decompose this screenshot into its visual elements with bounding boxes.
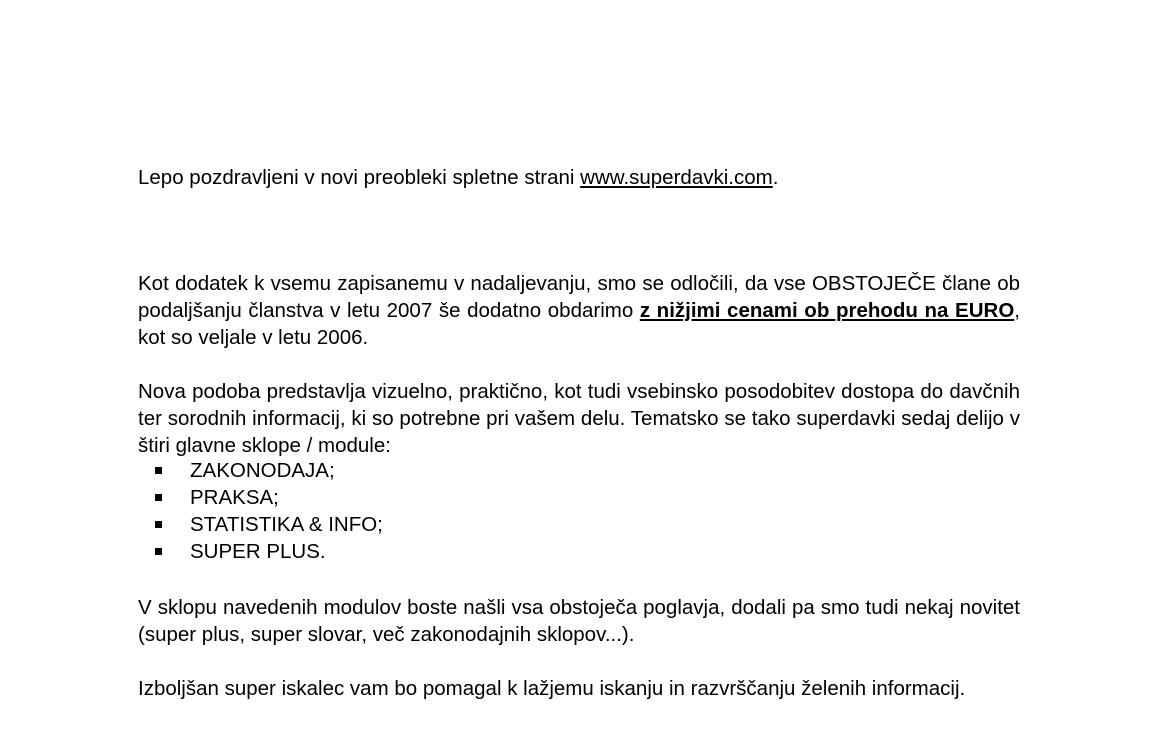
list-item — [155, 538, 383, 565]
intro-paragraph — [138, 164, 1020, 191]
bullet-icon — [155, 521, 162, 528]
module-label: SUPER PLUS. — [190, 540, 326, 563]
bullet-icon — [155, 494, 162, 501]
list-item — [155, 457, 383, 484]
list-item — [155, 511, 383, 538]
chapters-paragraph: V sklopu navedenih modulov boste našli vsa obstoječa poglavja, dodali pa smo tudi nekaj novitet (super plus, super slovar, več zakonodajnih sklopov...). — [138, 596, 1020, 646]
offer-end: , kot so veljale v letu 2006. — [138, 299, 1020, 349]
modules-list — [155, 457, 383, 565]
offer-emphasis: z nižjimi cenami ob prehodu na EURO — [639, 299, 1015, 322]
search-paragraph: Izboljšan super iskalec vam bo pomagal k lažjemu iskanju in razvrščanju želenih informacij. — [138, 677, 966, 700]
new-look-paragraph: Nova podoba predstavlja vizuelno, praktično, kot tudi vsebinsko posodobitev dostopa do davčnih ter sorodnih informacij, ki so potrebne pri vašem delu. Tematsko se tako superdavki sedaj delijo v štiri glavne sklope / module: — [138, 380, 1020, 457]
bullet-icon — [155, 467, 162, 474]
offer-paragraph — [138, 270, 1020, 351]
website-link[interactable]: www.superdavki.com — [580, 166, 773, 189]
module-label: PRAKSA; — [190, 486, 279, 509]
module-label: ZAKONODAJA; — [190, 459, 335, 482]
offer-text: Kot dodatek k vsemu zapisanemu v nadaljevanju, smo se odločili, da vse OBSTOJEČE člane ob podaljšanju članstva v letu 2007 še dodatno obdarimo — [138, 272, 1020, 322]
intro-end: . — [772, 166, 779, 189]
bullet-icon — [155, 548, 162, 555]
list-item — [155, 484, 383, 511]
module-label: STATISTIKA & INFO; — [190, 513, 383, 536]
intro-text: Lepo pozdravljeni v novi preobleki spletne strani — [138, 166, 581, 189]
